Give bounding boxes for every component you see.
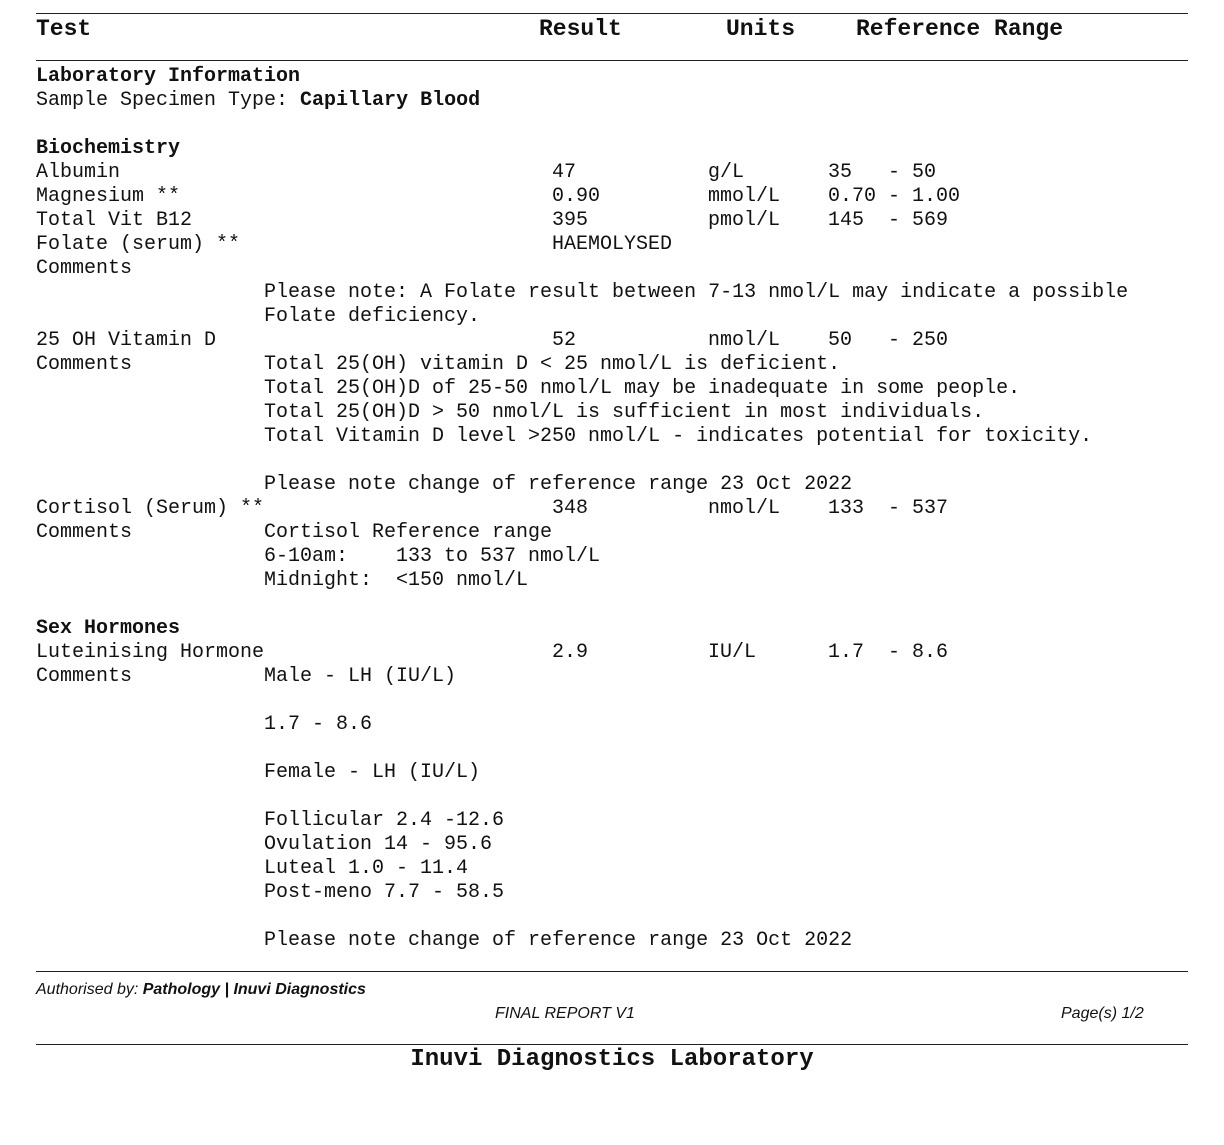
authorised-by bbox=[36, 980, 366, 1000]
result-value: 348 bbox=[552, 497, 589, 520]
comments-label-folate: Comments bbox=[36, 257, 133, 280]
comment-line: 1.7 - 8.6 bbox=[264, 713, 373, 736]
comment-line: Luteal 1.0 - 11.4 bbox=[264, 857, 469, 880]
range-high: - 8.6 bbox=[888, 641, 949, 664]
result-value: 2.9 bbox=[552, 641, 589, 664]
section-heading-lab-info: Laboratory Information bbox=[36, 65, 301, 88]
units-value: IU/L bbox=[708, 641, 757, 664]
footer-bottom-rule bbox=[36, 1044, 1188, 1045]
test-name: Folate (serum) ** bbox=[36, 233, 241, 256]
comment-line: Folate deficiency. bbox=[264, 305, 481, 328]
col-header-units: Units bbox=[726, 16, 796, 42]
comment-line: Total 25(OH)D > 50 nmol/L is sufficient in most individuals. bbox=[264, 401, 985, 424]
units-value: nmol/L bbox=[708, 497, 781, 520]
units-value: nmol/L bbox=[708, 329, 781, 352]
section-heading-biochemistry: Biochemistry bbox=[36, 137, 181, 160]
comment-line: Please note: A Folate result between 7-13 nmol/L may indicate a possible bbox=[264, 281, 1129, 304]
comments-label-lh: Comments bbox=[36, 665, 133, 688]
range-high: - 50 bbox=[888, 161, 937, 184]
result-value: 395 bbox=[552, 209, 589, 232]
comment-line: 6-10am: 133 to 537 nmol/L bbox=[264, 545, 601, 568]
units-value: g/L bbox=[708, 161, 745, 184]
section-heading-sex-hormones: Sex Hormones bbox=[36, 617, 181, 640]
test-name: Albumin bbox=[36, 161, 121, 184]
authorised-value: Pathology | Inuvi Diagnostics bbox=[142, 981, 366, 998]
test-name: Cortisol (Serum) ** bbox=[36, 497, 265, 520]
comment-line: Midnight: <150 nmol/L bbox=[264, 569, 529, 592]
specimen-type bbox=[36, 89, 480, 113]
comment-line: Post-meno 7.7 - 58.5 bbox=[264, 881, 505, 904]
col-header-test: Test bbox=[36, 16, 92, 42]
range-low: 1.7 bbox=[828, 641, 865, 664]
specimen-value: Capillary Blood bbox=[300, 89, 481, 112]
report-version: FINAL REPORT V1 bbox=[495, 1005, 635, 1022]
comment-line: Male - LH (IU/L) bbox=[264, 665, 457, 688]
comment-line: Please note change of reference range 23 Oct 2022 bbox=[264, 473, 853, 496]
header-bottom-rule bbox=[36, 60, 1188, 61]
comment-line: Cortisol Reference range bbox=[264, 521, 553, 544]
range-low: 50 bbox=[828, 329, 853, 352]
col-header-reference-range: Reference Range bbox=[856, 16, 1064, 42]
units-value: mmol/L bbox=[708, 185, 781, 208]
comment-line: Total 25(OH)D of 25-50 nmol/L may be inadequate in some people. bbox=[264, 377, 1021, 400]
comment-line: Please note change of reference range 23 Oct 2022 bbox=[264, 929, 853, 952]
comments-label-cortisol: Comments bbox=[36, 521, 133, 544]
authorised-label: Authorised by: bbox=[36, 981, 143, 998]
comment-line: Total 25(OH) vitamin D < 25 nmol/L is deficient. bbox=[264, 353, 841, 376]
page-count: Page(s) 1/2 bbox=[1061, 1005, 1144, 1022]
result-value: 0.90 bbox=[552, 185, 601, 208]
test-name: Total Vit B12 bbox=[36, 209, 193, 232]
specimen-label: Sample Specimen Type: bbox=[36, 89, 301, 112]
range-high: - 1.00 bbox=[888, 185, 961, 208]
range-high: - 537 bbox=[888, 497, 949, 520]
comment-line: Total Vitamin D level >250 nmol/L - indicates potential for toxicity. bbox=[264, 425, 1093, 448]
result-value: HAEMOLYSED bbox=[552, 233, 673, 256]
comment-line: Follicular 2.4 -12.6 bbox=[264, 809, 505, 832]
comment-line: Ovulation 14 - 95.6 bbox=[264, 833, 493, 856]
lab-name: Inuvi Diagnostics Laboratory bbox=[410, 1046, 814, 1073]
result-value: 52 bbox=[552, 329, 577, 352]
test-name: Luteinising Hormone bbox=[36, 641, 265, 664]
header-top-rule bbox=[36, 13, 1188, 14]
units-value: pmol/L bbox=[708, 209, 781, 232]
comments-label-vitamin-d: Comments bbox=[36, 353, 133, 376]
test-name: Magnesium ** bbox=[36, 185, 181, 208]
range-high: - 250 bbox=[888, 329, 949, 352]
test-name: 25 OH Vitamin D bbox=[36, 329, 217, 352]
comment-line: Female - LH (IU/L) bbox=[264, 761, 481, 784]
result-value: 47 bbox=[552, 161, 577, 184]
range-low: 0.70 bbox=[828, 185, 877, 208]
col-header-result: Result bbox=[539, 16, 622, 42]
range-low: 133 bbox=[828, 497, 865, 520]
range-low: 145 bbox=[828, 209, 865, 232]
range-high: - 569 bbox=[888, 209, 949, 232]
footer-top-rule bbox=[36, 971, 1188, 972]
range-low: 35 bbox=[828, 161, 853, 184]
